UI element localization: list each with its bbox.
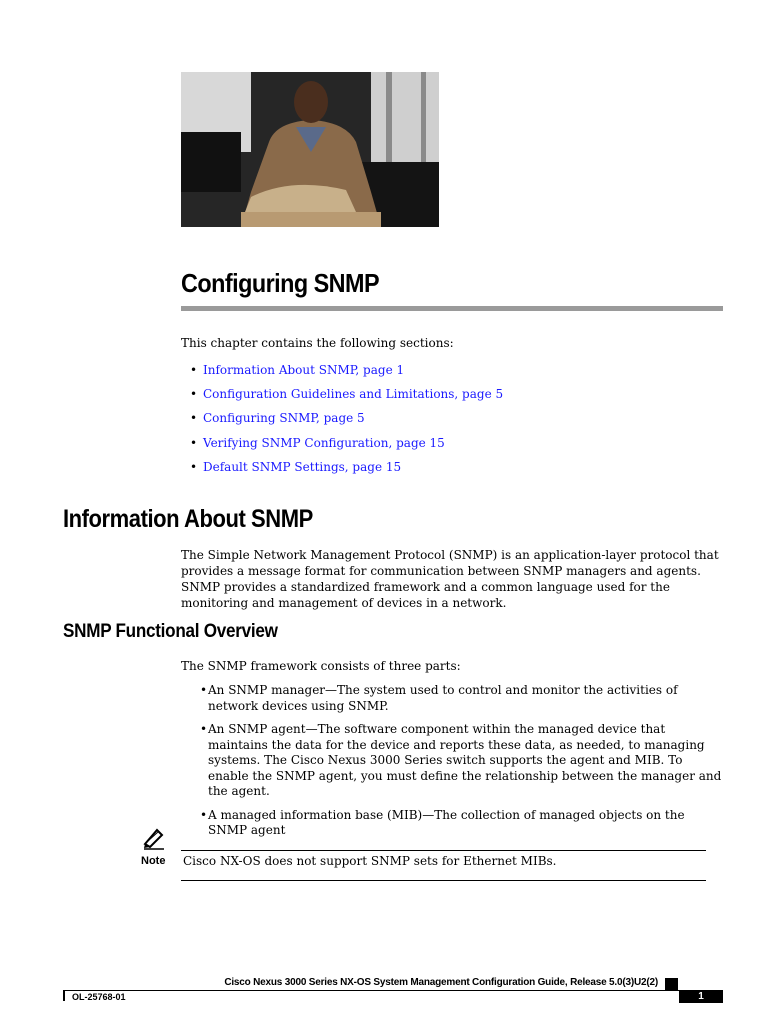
toc-item: • Configuring SNMP, page 5 [190,411,365,426]
pencil-icon [141,826,167,850]
note-divider-top [181,850,706,851]
framework-parts-list [200,683,725,847]
list-item: • A managed information base (MIB)—The collection of managed objects on the SNMP agent [200,808,725,839]
note-text: Cisco NX-OS does not support SNMP sets for Ethernet MIBs. [183,854,557,868]
toc-link-default-snmp-settings[interactable]: Default SNMP Settings, page 15 [203,459,402,474]
section-heading: Information About SNMP [63,505,313,533]
section-body: The Simple Network Management Protocol (SNMP) is an application-layer protocol that provides a message format for communication between SNMP managers and agents. SNMP provides a standardized framework and a common language used for the monitoring and management of devices in a network. [181,548,719,610]
toc-item: • Configuration Guidelines and Limitations, page 5 [190,387,504,402]
toc-item: • Default SNMP Settings, page 15 [190,459,402,474]
footer-doc-code: OL-25768-01 [72,992,126,1002]
title-rule [181,306,723,311]
note-divider-bottom [181,880,706,881]
toc-link-configuration-guidelines[interactable]: Configuration Guidelines and Limitations, page 5 [203,387,504,402]
page-number: 1 [679,990,723,1003]
footer-marker [665,978,678,990]
footer-guide-title: Cisco Nexus 3000 Series NX-OS System Management Configuration Guide, Release 5.0(3)U2(2) [224,977,658,988]
chapter-intro: This chapter contains the following sections: [181,336,454,350]
footer-rule [63,990,723,991]
list-item: • An SNMP agent—The software component within the managed device that maintains the data for the device and reports these data, as needed, to managing systems. The Cisco Nexus 3000 Series switch supports the agent and MIB. To enable the SNMP agent, you must define the relationship between the manager and the agent. [200,722,725,800]
table-of-contents [190,362,503,483]
toc-link-configuring-snmp[interactable]: Configuring SNMP, page 5 [203,411,365,426]
chapter-title: Configuring SNMP [181,268,380,298]
subsection-heading: SNMP Functional Overview [63,621,278,642]
toc-item: • Verifying SNMP Configuration, page 15 [190,435,445,450]
toc-item: • Information About SNMP, page 1 [190,363,405,377]
toc-link-information-about-snmp[interactable]: Information About SNMP, page 1 [203,363,405,377]
note-label: Note [141,855,166,867]
toc-link-verifying-snmp[interactable]: Verifying SNMP Configuration, page 15 [203,435,445,450]
list-item: • An SNMP manager—The system used to control and monitor the activities of network devices using SNMP. [200,683,725,714]
footer-tick [63,990,65,1001]
subsection-intro: The SNMP framework consists of three parts: [181,659,461,673]
chapter-photo [181,72,439,227]
